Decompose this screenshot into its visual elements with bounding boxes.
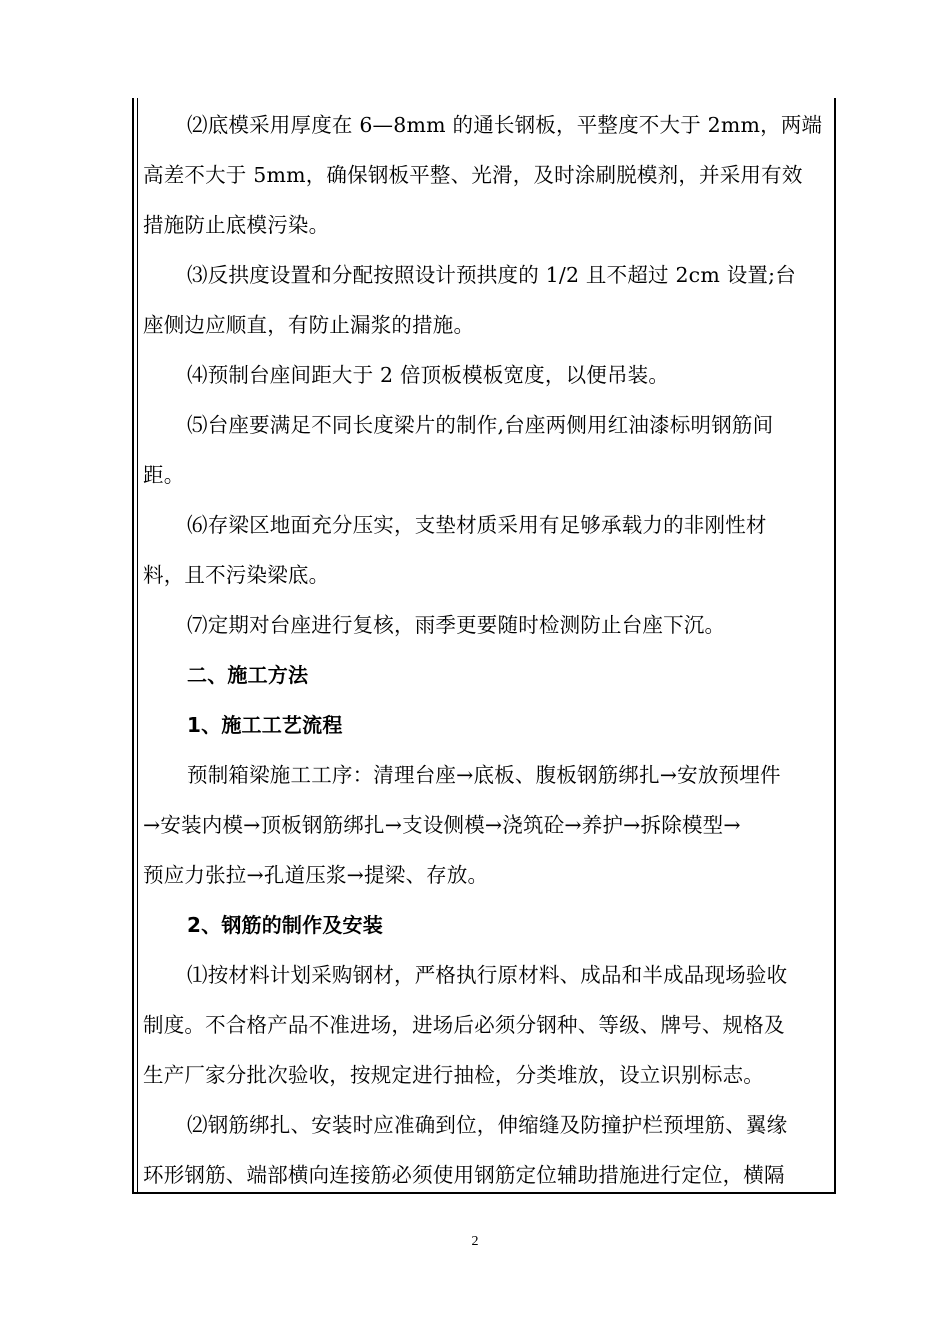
subsection-heading: 2、钢筋的制作及安装	[187, 913, 383, 937]
paragraph-line: 制度。不合格产品不准进场，进场后必须分钢种、等级、牌号、规格及	[143, 1013, 785, 1037]
table-inner-border	[137, 98, 138, 1194]
paragraph-line: 预应力张拉→孔道压浆→提梁、存放。	[143, 863, 489, 887]
paragraph-line: ⑵钢筋绑扎、安装时应准确到位，伸缩缝及防撞护栏预埋筋、翼缘	[187, 1113, 788, 1137]
paragraph-line: ⑷预制台座间距大于 2 倍顶板模板宽度，以便吊装。	[187, 363, 670, 387]
paragraph-line: ⑸台座要满足不同长度梁片的制作,台座两侧用红油漆标明钢筋间	[187, 413, 774, 437]
paragraph-line: 生产厂家分批次验收，按规定进行抽检，分类堆放，设立识别标志。	[143, 1063, 764, 1087]
paragraph-line: 高差不大于 5mm，确保钢板平整、光滑，及时涂刷脱模剂，并采用有效	[143, 163, 803, 187]
paragraph-line: 预制箱梁施工工序：清理台座→底板、腹板钢筋绑扎→安放预埋件	[187, 763, 781, 787]
page-number: 2	[471, 1234, 479, 1249]
paragraph-line: →安装内模→顶板钢筋绑扎→支设侧模→浇筑砼→养护→拆除模型→	[143, 813, 741, 837]
paragraph-line: 措施防止底模污染。	[143, 213, 330, 237]
paragraph-line: 距。	[143, 463, 185, 487]
section-heading: 二、施工方法	[187, 663, 309, 687]
subsection-heading: 1、施工工艺流程	[187, 713, 343, 737]
paragraph-line: ⑵底模采用厚度在 6—8mm 的通长钢板，平整度不大于 2mm，两端	[187, 113, 823, 137]
paragraph-line: 座侧边应顺直，有防止漏浆的措施。	[143, 313, 475, 337]
paragraph-line: ⑴按材料计划采购钢材，严格执行原材料、成品和半成品现场验收	[187, 963, 788, 987]
paragraph-line: ⑹存梁区地面充分压实，支垫材质采用有足够承载力的非刚性材	[187, 513, 767, 537]
paragraph-line: 料，且不污染梁底。	[143, 563, 330, 587]
paragraph-line: 环形钢筋、端部横向连接筋必须使用钢筋定位辅助措施进行定位，横隔	[143, 1163, 785, 1187]
paragraph-line: ⑺定期对台座进行复核，雨季更要随时检测防止台座下沉。	[187, 613, 726, 637]
paragraph-line: ⑶反拱度设置和分配按照设计预拱度的 1/2 且不超过 2cm 设置;台	[187, 263, 796, 287]
